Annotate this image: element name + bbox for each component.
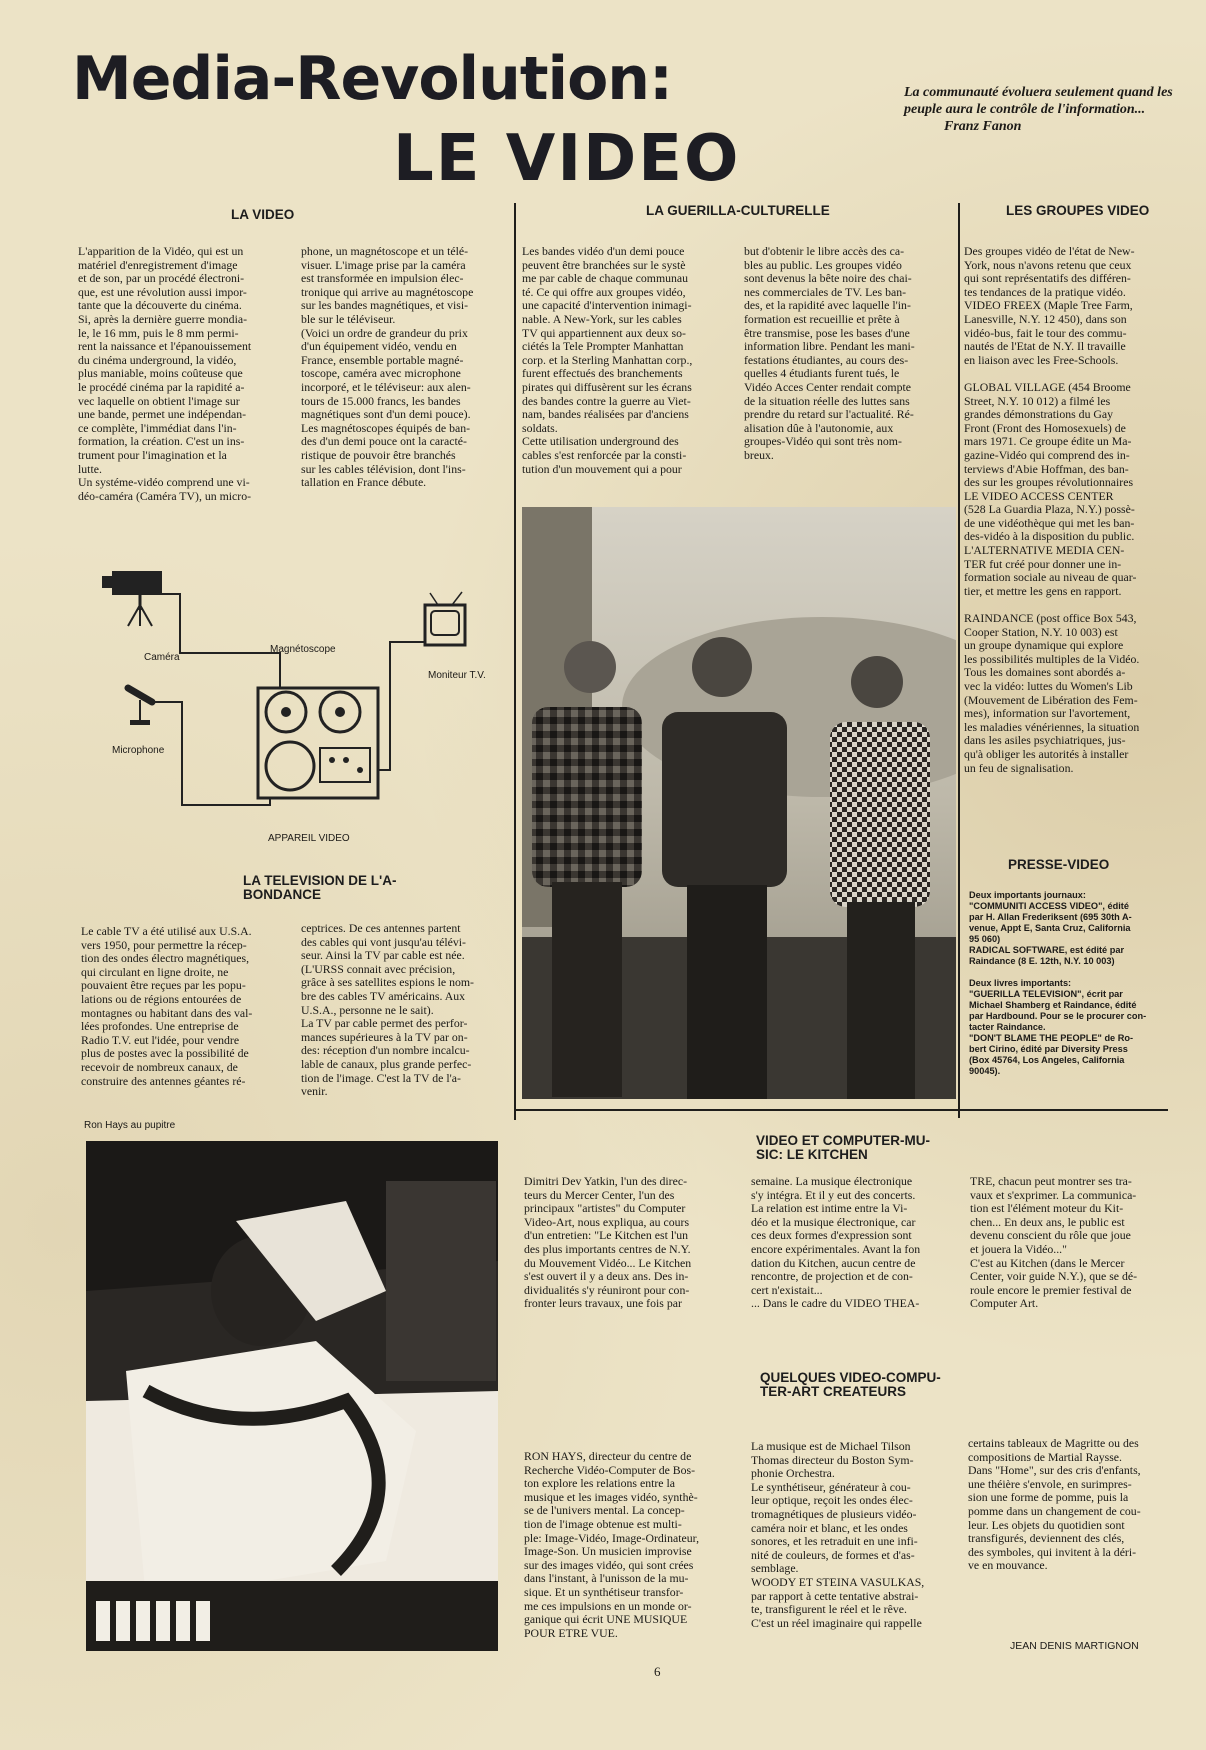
microphone-icon [128, 688, 152, 725]
presse-livres: Deux livres importants: "GUERILLA TELEVISION", écrit par Michael Shamberg et Raindance, édité par Hardbound. Pour se le procurer con- tacter Raindance. "DON'T BLAME THE PEOPLE" de Ro- bert Cirino, édité par Diversity Press (Box 45764, Los Angeles, California 90045). [969, 978, 1147, 1076]
diagram-caption: APPAREIL VIDEO [268, 833, 350, 844]
microphone-label: Microphone [112, 745, 165, 756]
presse-journaux: Deux importants journaux: "COMMUNITI ACCESS VIDEO", édité par H. Allan Frederiksent (695 30th A- venue, Appt E, Santa Cruz, California 95 060) RADICAL SOFTWARE, est édité par Raindance (8 E. 12th, N.Y. 10 003) [969, 890, 1132, 966]
section-heading-createurs: QUELQUES VIDEO-COMPU- TER-ART CREATEURS [760, 1370, 941, 1399]
createurs-column-3: certains tableaux de Magritte ou des compositions de Martial Raysse. Dans "Home", sur des cris d'enfants, une théière s'envole, en surimpres- sion une forme de pomme, puis la pomme dans un changement de cou- leur. Les objets du quotidien sont transfigurés, deviennent des clés, des symboles, qui invitent à la déri- ve en mouvance. [968, 1436, 1141, 1573]
la-video-column-2: phone, un magnétoscope et un télé- visuer. L'image prise par la caméra est transformée en impulsion élec- tronique qui arrive au magnétoscope sur les bandes magnétiques, et visi- ble sur le téléviseur. (Voici un ordre de grandeur du prix d'un équipement vidéo, vendu en France, ensemble portable magné- toscope, caméra avec microphone incorporé, et le téléviseur: aux alen- tours de 15.000 francs, les bandes magnétiques sont d'un demi pouce). Les magnétoscopes équipés de ban- des d'un demi pouce ont la caracté- ristique de pouvoir être branchés sur les cables télévision, dont l'ins- tallation en France débute. [301, 244, 474, 490]
article-author: JEAN DENIS MARTIGNON [1010, 1640, 1139, 1652]
magnetoscope-label: Magnétoscope [270, 644, 336, 655]
kitchen-column-3: TRE, chacun peut montrer ses tra- vaux et s'exprimer. La communica- tion est l'élément moteur du Kit- chen... En deux ans, le public est devenu conscient du rôle que joue et jouera la Vidéo..." C'est au Kitchen (dans le Mercer Center, voir guide N.Y.), que se dé- roule encore le premier festival de Computer Art. [970, 1174, 1138, 1311]
page-subtitle: LE VIDEO [393, 122, 741, 196]
camera-icon [102, 571, 162, 626]
section-heading-groupes: LES GROUPES VIDEO [1006, 203, 1150, 218]
abondance-column-2: ceptrices. De ces antennes partent des cables qui vont jusqu'au télévi- seur. Ainsi la TV par cable est née. (L'URSS connait avec précision, grâce à ses satellites espions le nom- bre des cables TV américains. Aux U.S.A., personne ne le sait). La TV par cable permet des perfor- mances supérieures à la TV par on- des: réception d'un nombre incalcu- lable de canaux, plus grande perfec- tion de l'image. C'est la TV de l'a- venir. [301, 921, 474, 1099]
diagram-cables [152, 594, 425, 805]
epigraph [904, 84, 1184, 135]
abondance-column-1: Le cable TV a été utilisé aux U.S.A. vers 1950, pour permettre la récep- tion des ondes électro magnétiques, qui circulant en ligne droite, ne pouvaient être reçues par les popu- lations ou de régions entourées de montagnes ou habitant dans des val- lées profondes. Une entreprise de Radio T.V. eut l'idée, pour vendre plus de postes avec la possibilité de recevoir de nombreux canaux, de construire des antennes géantes ré- [81, 924, 253, 1088]
section-heading-la-video: LA VIDEO [231, 207, 295, 222]
kitchen-column-1: Dimitri Dev Yatkin, l'un des direc- teurs du Mercer Center, l'un des principaux "artistes" du Computer Video-Art, nous expliqua, au cours d'un entretien: "Le Kitchen est l'un des plus importants centres de N.Y. du Mouvement Vidéo... Le Kitchen s'est ouvert il y a deux ans. Des in- dividualités s'y réuniront pour con- fronter leurs travaux, une fois par [524, 1174, 692, 1311]
ron-hays-photo [86, 1141, 498, 1651]
ron-hays-photo-drawing [86, 1141, 498, 1651]
section-heading-presse: PRESSE-VIDEO [1008, 857, 1110, 872]
guerilla-column-1: Les bandes vidéo d'un demi pouce peuvent être branchées sur le systè me par cable de chaque communau té. Ce qui offre aux groupes vidéo, une capacité d'intervention inimagi- nable. A New-York, sur les cables TV qui appartiennent aux deux so- ciétés la Tele Prompter Manhattan corp. et la Sterling Manhattan corp., furent effectués des branchements pirates qui diffusèrent sur les écrans des bandes contre la guerre au Viet- nam, bandes réalisées par d'anciens soldats. Cette utilisation underground des cables s'est renforcée par la consti- tution d'un mouvement qui a pour [522, 244, 693, 476]
section-heading-kitchen: VIDEO ET COMPUTER-MU- SIC: LE KITCHEN [756, 1133, 930, 1162]
la-video-column-1: L'apparition de la Vidéo, qui est un matériel d'enregistrement d'image et de son, par un procédé électroni- que, est une révolution aussi impor- tante que la découverte du cinéma. Si, après la dernière guerre mondia- le, le 16 mm, puis le 8 mm permi- rent la naissance et l'épanouissement du cinéma underground, la vidéo, plus maniable, moins coûteuse que le procédé cinéma par la rapidité a- vec laquelle on obtient l'image sur une bande, permet une indépendan- ce complète, l'immédiat dans l'in- formation, la création. C'est un ins- trument pour l'imagination et la lutte. Un systéme-vidéo comprend une vi- déo-caméra (Caméra TV), un micro- [78, 244, 252, 503]
camera-label: Caméra [144, 652, 180, 663]
group-photo [522, 507, 956, 1099]
guerilla-column-2: but d'obtenir le libre accès des ca- bles au public. Les groupes vidéo sont devenus la bête noire des chai- nes commerciales de TV. Les ban- des, et la rapidité avec laquelle l'in- formation est recueillie et prête à être transmise, pose les bases d'une information libre. Pendant les mani- festations étudiantes, au cours des- quelles 4 étudiants furent tués, le Vidéo Acces Center rendait compte de la situation réelle des luttes sans prendre du retard sur l'actualité. Ré- alisation dûe à l'autonomie, aux groupes-Vidéo qui sont très nom- breux. [744, 244, 915, 462]
diagram-drawing [100, 560, 500, 810]
magnetoscope-icon [258, 688, 378, 798]
createurs-column-1: RON HAYS, directeur du centre de Recherche Vidéo-Computer de Bos- ton explore les relations entre la musique et les images vidéo, synthè- se de l'univers mental. La concep- tion de l'image obtenue est multi- ple: Image-Vidéo, Image-Ordinateur, Image-Son. Un musicien improvise sur des images vidéo, qui sont crées dans l'instant, à l'unisson de la mu- sique. Et un synthétiseur transfor- me ces impulsions en un monde or- ganique qui écrit UNE MUSIQUE POUR ETRE VUE. [524, 1449, 700, 1640]
photo-caption: Ron Hays au pupitre [84, 1120, 176, 1131]
section-heading-guerilla: LA GUERILLA-CULTURELLE [646, 203, 830, 218]
epigraph-text: La communauté évoluera seulement quand les peuple aura le contrôle de l'information... [904, 85, 1173, 117]
groupes-text: Des groupes vidéo de l'état de New- York, nous n'avons retenu que ceux qui sont représentatifs des différen- tes tendances de la pratique vidéo. VIDEO FREEX (Maple Tree Farm, Lanesville, N.Y. 12 450), dans son vidéo-bus, fait le tour des commu- nautés de l'Etat de N.Y. Il travaille en liaison avec les Free-Schools. GLOBAL VILLAGE (454 Broome Street, N.Y. 10 012) a filmé les grandes démonstrations du Gay Front (Front des Homosexuels) de mars 1971. Ce groupe édite un Ma- gazine-Vidéo qui comprend des in- terviews d'Abie Hoffman, des ban- des sur les groupes révolutionnaires LE VIDEO ACCESS CENTER (528 La Guardia Plaza, N.Y.) possè- de une vidéothèque qui met les ban- des-vidéo à la disposition du public. L'ALTERNATIVE MEDIA CEN- TER fut créé pour donner une in- formation sociale au niveau de quar- tier, et mettre les gens en rapport. RAINDANCE (post office Box 543, Cooper Station, N.Y. 10 003) est un groupe dynamique qui explore les possibilités multiples de la Vidéo. Tous les domaines sont abordés a- vec la vidéo: luttes du Women's Lib (Mouvement de Libération des Fem- mes), information sur l'avortement, les maladies vénériennes, la situation dans les asiles psychiatriques, jus- qu'à obliger les autorités à installer un feu de signalisation. [964, 244, 1140, 775]
page-number: 6 [654, 1664, 661, 1679]
section-rule [514, 1109, 1168, 1111]
epigraph-author: Franz Fanon [944, 119, 1022, 134]
kitchen-column-2: semaine. La musique électronique s'y intégra. Et il y eut des concerts. La relation est intime entre la Vi- déo et la musique électronique, car ces deux formes d'expression sont encore expérimentales. Avant la fon dation du Kitchen, aucun centre de rencontre, de projection et de con- cert n'existait... ... Dans le cadre du VIDEO THEA- [751, 1174, 921, 1311]
group-photo-drawing [522, 507, 956, 1099]
page-title: Media-Revolution: [72, 44, 672, 114]
section-heading-abondance: LA TELEVISION DE L'A- BONDANCE [243, 873, 397, 902]
column-rule [958, 203, 960, 1118]
video-apparatus-diagram [100, 560, 500, 810]
monitor-icon [425, 592, 465, 645]
createurs-column-2: La musique est de Michael Tilson Thomas directeur du Boston Sym- phonie Orchestra. Le synthétiseur, générateur à cou- leur optique, reçoit les ondes élec- tromagnétiques de plusieurs vidéo- caméra noir et blanc, et les ondes sonores, et les retraduit en une infi- nité de couleurs, de formes et d'as- semblage. WOODY ET STEINA VASULKAS, par rapport à cette tentative abstrai- te, transfigurent le réel et le rêve. C'est un réel imaginaire qui rappelle [751, 1439, 925, 1630]
monitor-label: Moniteur T.V. [428, 670, 486, 681]
